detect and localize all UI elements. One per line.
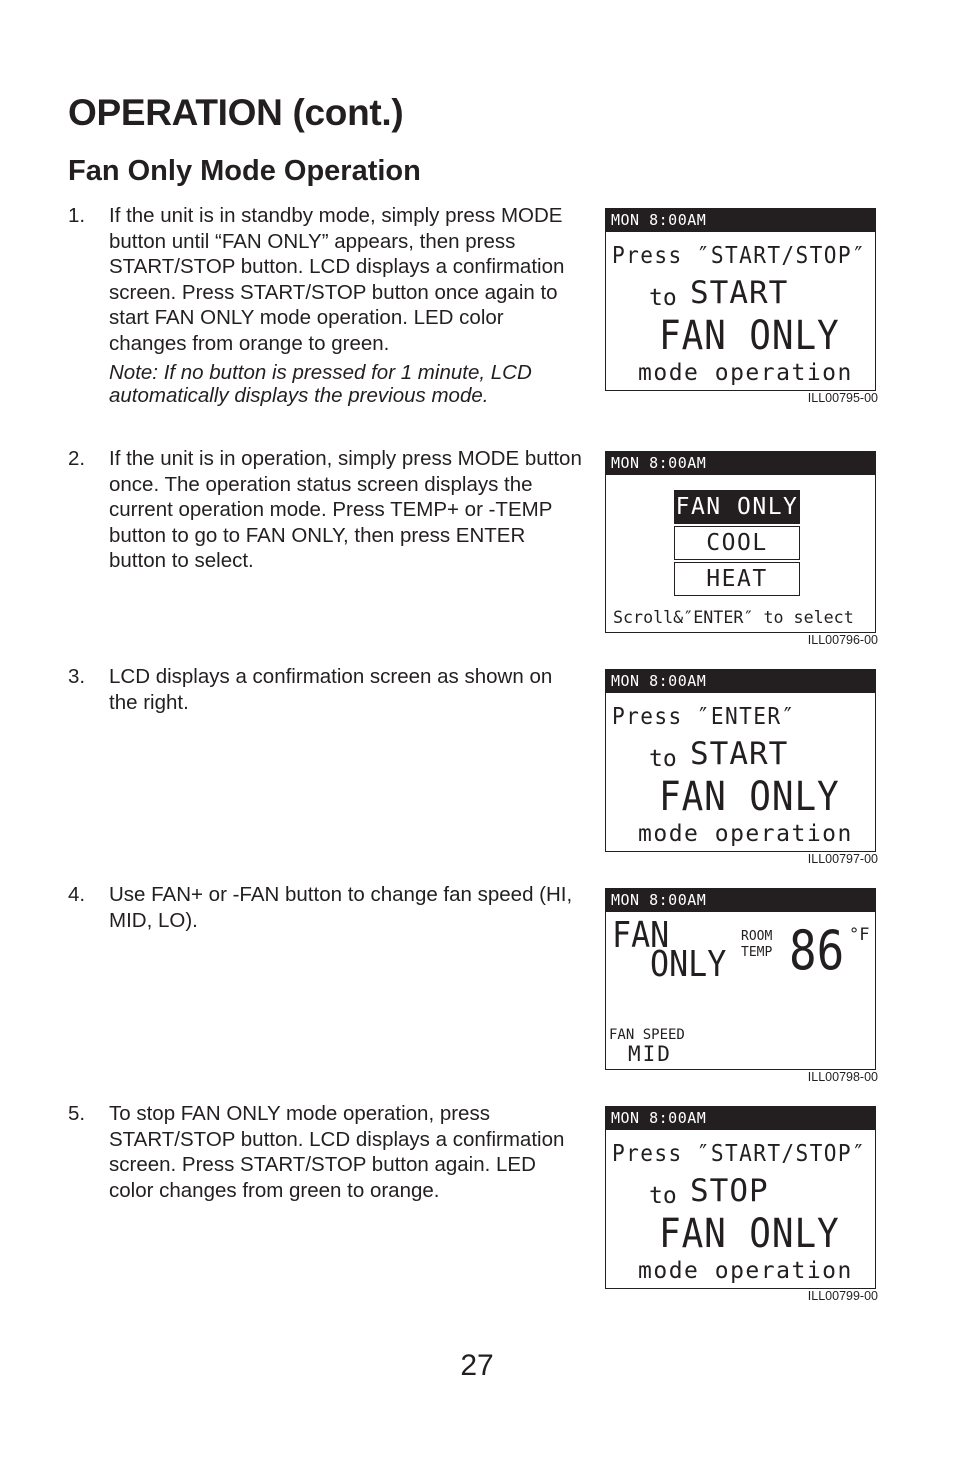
- illustration-ref: ILL00799-00: [807, 1289, 878, 1303]
- section-title: Fan Only Mode Operation: [68, 155, 421, 187]
- step-text: Use FAN+ or -FAN button to change fan speed (HI, MID, LO).: [109, 883, 573, 932]
- lcd-line-press: Press ″START/STOP″: [612, 243, 867, 269]
- lcd-screen-start-fan-only: [605, 208, 876, 391]
- page-number: 27: [460, 1349, 494, 1382]
- lcd-status-bar: MON 8:00AM: [606, 1107, 875, 1130]
- lcd-room-temperature: 86: [789, 919, 845, 982]
- step-text: If the unit is in standby mode, simply press MODE button until “FAN ONLY” appears, then press START/STOP button. LCD displays a confirmation screen. Press START/STOP button once again to start FAN ONLY mode operation. LED color changes from orange to green.: [109, 204, 565, 355]
- page-title: OPERATION (cont.): [68, 92, 404, 133]
- lcd-line-press: Press ″START/STOP″: [612, 1141, 867, 1167]
- lcd-fan-speed-label: FAN SPEED: [609, 1027, 685, 1043]
- lcd-temp-label: TEMP: [741, 945, 773, 960]
- step-1: [68, 203, 583, 407]
- lcd-line-press: Press ″ENTER″: [612, 704, 796, 730]
- illustration-ref: ILL00798-00: [807, 1070, 878, 1084]
- step-number: 2.: [68, 447, 86, 470]
- lcd-status-bar: MON 8:00AM: [606, 452, 875, 475]
- step-number: 3.: [68, 665, 86, 688]
- lcd-line-action: START: [690, 275, 789, 311]
- lcd-status-bar: MON 8:00AM: [606, 670, 875, 693]
- illustration-ref: ILL00795-00: [807, 391, 878, 405]
- lcd-screen-stop-fan-only: [605, 1106, 876, 1289]
- lcd-screen-mode-select: [605, 451, 876, 633]
- step-number: 5.: [68, 1102, 86, 1125]
- menu-option-heat: HEAT: [674, 562, 800, 596]
- lcd-line-to: to: [649, 746, 677, 772]
- lcd-hint: Scroll&″ENTER″ to select: [613, 608, 854, 628]
- lcd-screen-enter-confirm: [605, 669, 876, 852]
- lcd-fan-speed-value: MID: [628, 1042, 672, 1066]
- illustration-ref: ILL00797-00: [807, 852, 878, 866]
- menu-option-fan-only: FAN ONLY: [674, 490, 800, 524]
- lcd-line-action: STOP: [690, 1173, 769, 1209]
- lcd-temperature-unit: °F: [849, 925, 870, 945]
- lcd-status-bar: MON 8:00AM: [606, 889, 875, 912]
- lcd-mode-fan: FAN: [612, 915, 670, 956]
- lcd-line-mode-operation: mode operation: [638, 821, 853, 847]
- step-text: If the unit is in operation, simply press MODE button once. The operation status screen displays the current operation mode. Press TEMP+ or -TEMP button to go to FAN ONLY, then press ENTER button to select.: [109, 447, 582, 572]
- lcd-status-bar: MON 8:00AM: [606, 209, 875, 232]
- lcd-line-mode-operation: mode operation: [638, 1258, 853, 1284]
- lcd-line-mode: FAN ONLY: [659, 313, 840, 359]
- step-5: [68, 1101, 583, 1203]
- lcd-screen-fan-speed: [605, 888, 876, 1070]
- lcd-mode-only: ONLY: [650, 944, 727, 985]
- menu-option-cool: COOL: [674, 526, 800, 560]
- step-text: To stop FAN ONLY mode operation, press START/STOP button. LCD displays a confirmation screen. Press START/STOP button again. LED color changes from green to orange.: [109, 1102, 565, 1202]
- lcd-room-label: ROOM: [741, 929, 773, 944]
- step-number: 4.: [68, 883, 86, 906]
- step-2: [68, 446, 583, 574]
- lcd-line-to: to: [649, 1183, 677, 1209]
- lcd-line-mode: FAN ONLY: [659, 774, 840, 820]
- step-note: Note: If no button is pressed for 1 minute, LCD automatically displays the previous mode.: [109, 361, 532, 407]
- step-number: 1.: [68, 204, 86, 227]
- step-3: [68, 664, 583, 715]
- lcd-line-to: to: [649, 285, 677, 311]
- step-4: [68, 882, 583, 933]
- step-text: LCD displays a confirmation screen as shown on the right.: [109, 665, 553, 714]
- lcd-line-mode-operation: mode operation: [638, 360, 853, 386]
- lcd-line-mode: FAN ONLY: [659, 1211, 840, 1257]
- lcd-line-action: START: [690, 736, 789, 772]
- illustration-ref: ILL00796-00: [807, 633, 878, 647]
